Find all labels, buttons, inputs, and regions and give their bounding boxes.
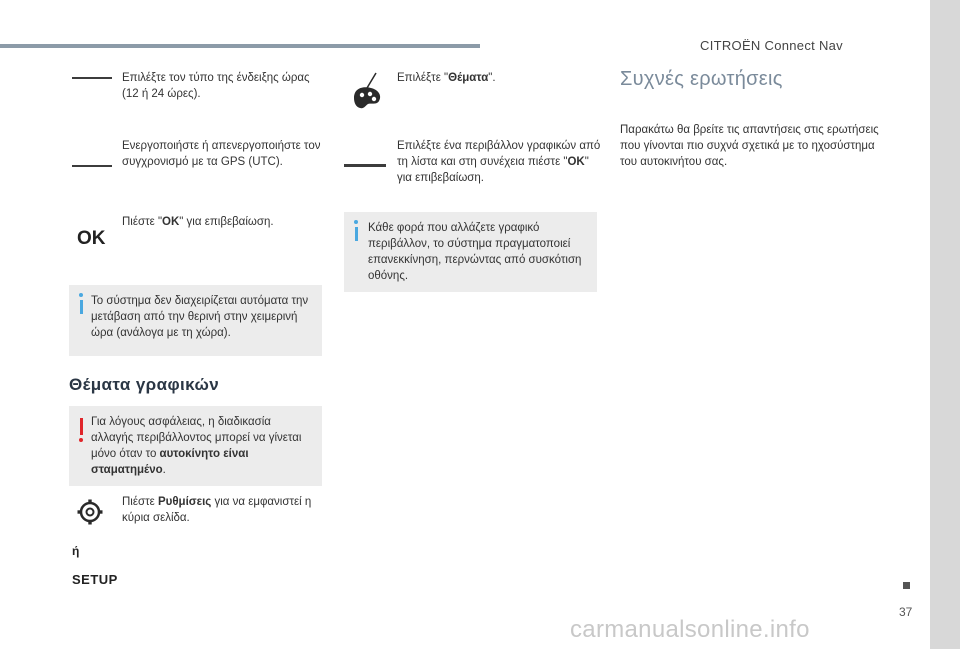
info-note xyxy=(69,285,322,356)
page-marker xyxy=(903,582,910,589)
warning-icon xyxy=(80,418,83,435)
list-item-icon xyxy=(72,165,112,167)
step-time-format: Επιλέξτε τον τύπο της ένδειξης ώρας (12 ή 24 ώρες). xyxy=(122,72,310,100)
faq-title: Συχνές ερωτήσεις xyxy=(620,68,783,90)
step-select-themes: Επιλέξτε "Θέματα". xyxy=(397,72,496,84)
setup-button-icon: SETUP xyxy=(72,572,118,587)
gear-icon xyxy=(76,498,104,526)
header-bar xyxy=(0,44,480,48)
page-side-strip xyxy=(930,0,960,649)
info-bar xyxy=(80,300,83,314)
info-bar xyxy=(355,227,358,241)
info-icon xyxy=(354,220,358,224)
info-note-text: Το σύστημα δεν διαχειρίζεται αυτόματα την μετάβαση από την θερινή στην χειμερινή ώρα (ανάλογα με τη χώρα). xyxy=(91,295,309,339)
page-number: 37 xyxy=(899,605,913,619)
info-note-restart xyxy=(344,212,597,292)
list-icon xyxy=(344,164,386,167)
warning-note xyxy=(69,406,322,486)
info-note-restart-text: Κάθε φορά που αλλάζετε γραφικό περιβάλλον, το σύστημα πραγματοποιεί επανεκκίνηση, περνώντας από συσκότιση οθόνης. xyxy=(368,222,582,282)
warning-dot xyxy=(79,438,83,442)
step-confirm-ok: Πιέστε "OK" για επιβεβαίωση. xyxy=(122,216,274,228)
watermark: carmanualsonline.info xyxy=(570,616,810,643)
warning-note-text: Για λόγους ασφάλειας, η διαδικασία αλλαγής περιβάλλοντος μπορεί να γίνεται μόνο όταν το αυτοκίνητο είναι σταματημένο. xyxy=(91,416,302,476)
faq-intro: Παρακάτω θα βρείτε τις απαντήσεις στις ερωτήσεις που γίνονται πιο συχνά σχετικά με το ηχοσύστημα του αυτοκινήτου σας. xyxy=(620,124,879,168)
list-item-icon xyxy=(72,77,112,79)
ok-button-icon: OK xyxy=(77,228,106,249)
step-open-settings: Πιέστε Ρυθμίσεις για να εμφανιστεί η κύρια σελίδα. xyxy=(122,496,312,524)
step-gps-sync: Ενεργοποιήστε ή απενεργοποιήστε τον συγχρονισμό με τα GPS (UTC). xyxy=(122,140,321,168)
section-title: Θέματα γραφικών xyxy=(69,375,220,394)
info-icon xyxy=(79,293,83,297)
step-select-theme-ok: Επιλέξτε ένα περιβάλλον γραφικών από τη λίστα και στη συνέχεια πιέστε "OK" για επιβεβαίωση. xyxy=(397,140,601,184)
or-label: ή xyxy=(72,544,80,558)
palette-icon xyxy=(349,70,385,110)
brand-title: CITROËN Connect Nav xyxy=(700,38,843,53)
